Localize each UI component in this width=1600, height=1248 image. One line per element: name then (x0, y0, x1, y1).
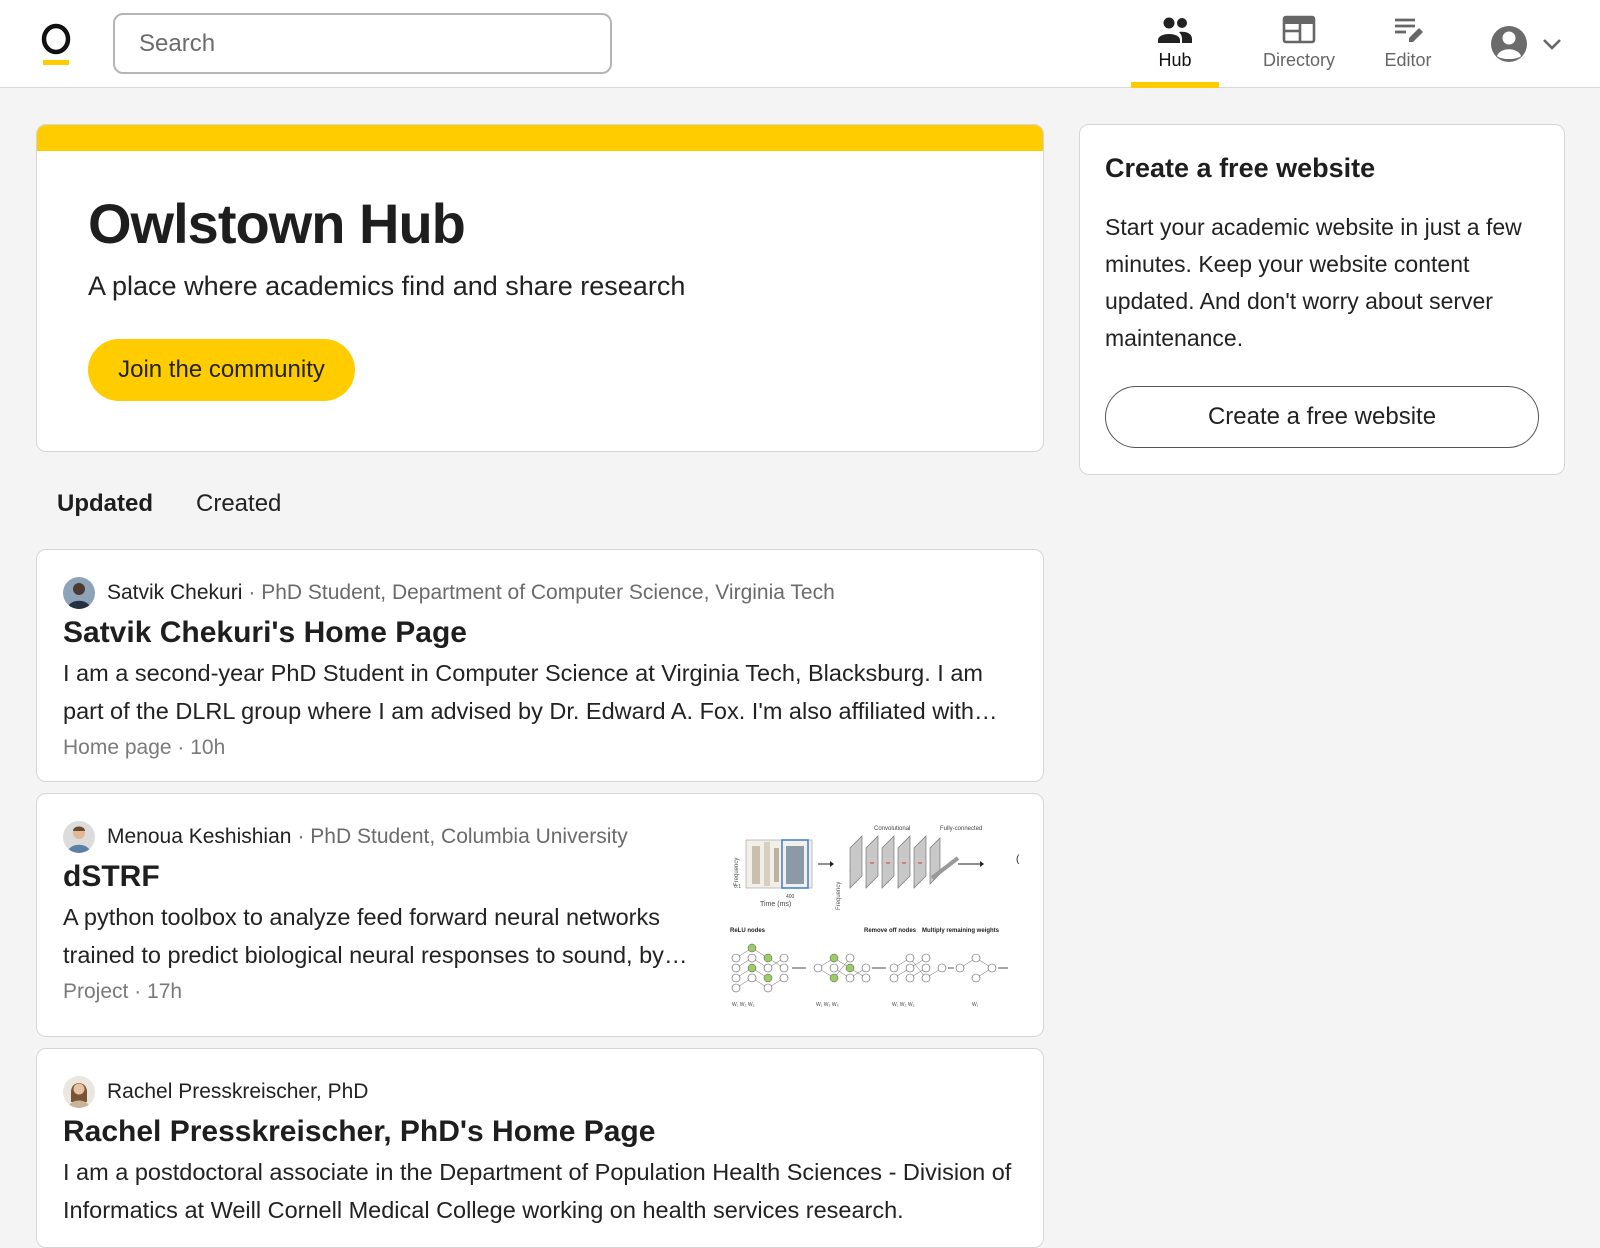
nav-hub[interactable] (1131, 0, 1219, 88)
create-website-card (1079, 124, 1565, 475)
item-title[interactable]: dSTRF (63, 860, 160, 893)
svg-text:W₁: W₁ (972, 1002, 979, 1008)
feed-item[interactable] (36, 549, 1044, 782)
account-menu[interactable] (1490, 22, 1564, 66)
nav-hub-label: Hub (1158, 50, 1192, 70)
thumb-label-relu: ReLU nodes (730, 928, 766, 934)
people-icon (1157, 14, 1193, 46)
chevron-down-icon (1542, 38, 1562, 50)
item-meta: Home page · 10h (63, 736, 226, 759)
tab-created[interactable]: Created (196, 490, 282, 517)
feed-item[interactable] (36, 1048, 1044, 1248)
thumb-label-frequency-2: Frequency (836, 881, 842, 910)
item-description: I am a second-year PhD Student in Computer Science at Virginia Tech, Blacksburg. I am part of the DLRL group where I am advised by Dr. Edward A. Fox. I'm also affiliated with (63, 660, 984, 724)
item-title[interactable]: Satvik Chekuri's Home Page (63, 616, 467, 649)
page-title: Owlstown Hub (88, 192, 465, 255)
item-meta: Project · 17h (63, 980, 183, 1003)
feed-item[interactable] (36, 793, 1044, 1037)
thumb-label-fully-connected: Fully-connected (940, 826, 983, 832)
page-subtitle: A place where academics find and share research (88, 271, 686, 301)
author-name[interactable]: Menoua Keshishian (107, 825, 292, 848)
svg-text:W₁ W₂ W₃: W₁ W₂ W₃ (892, 1002, 915, 1008)
thumb-label-0-1: 0.1 (734, 884, 741, 890)
thumb-label-convolutional: Convolutional (874, 826, 911, 832)
thumb-label-400: 400 (786, 894, 795, 900)
author-affiliation: · PhD Student, Department of Computer Science, Virginia Tech (248, 581, 835, 604)
hero-accent-bar (37, 125, 1043, 151)
author-name[interactable]: Rachel Presskreischer, PhD (107, 1080, 369, 1103)
nav-editor[interactable] (1365, 0, 1451, 88)
author-affiliation: · PhD Student, Columbia University (297, 825, 628, 848)
directory-icon (1281, 14, 1317, 46)
nav-directory-label: Directory (1262, 50, 1335, 70)
svg-text:W₁ W₂ W₃: W₁ W₂ W₃ (732, 1002, 755, 1008)
thumb-label-multiply: Multiply remaining weights (922, 928, 1000, 934)
avatar (63, 821, 95, 853)
thumb-label-remove: Remove off nodes (864, 928, 917, 934)
avatar (63, 577, 95, 609)
nav-editor-label: Editor (1384, 50, 1432, 70)
editor-icon (1390, 14, 1426, 46)
active-tab-indicator (1131, 82, 1219, 88)
author-row (63, 820, 628, 854)
item-title[interactable]: Rachel Presskreischer, PhD's Home Page (63, 1115, 656, 1148)
tab-updated[interactable]: Updated (57, 490, 153, 517)
promo-description: Start your academic website in just a few minutes. Keep your website content updated. And don't worry about server maintenance. (1105, 214, 1522, 351)
create-website-button[interactable]: Create a free website (1105, 386, 1539, 448)
owlstown-logo[interactable] (40, 22, 72, 66)
item-description: I am a postdoctoral associate in the Department of Population Health Sciences - Division of Informatics at Weill Cornell Medical College working on health services research. (63, 1159, 1012, 1223)
top-navigation-bar (0, 0, 1600, 88)
author-row (63, 576, 835, 610)
promo-title: Create a free website (1105, 153, 1376, 183)
join-community-button[interactable]: Join the community (88, 339, 355, 401)
nav-directory[interactable] (1243, 0, 1355, 88)
item-description: A python toolbox to analyze feed forward neural networks trained to predict biological neural responses to sound, by (63, 904, 664, 968)
svg-text:W₁ W₂ W₃: W₁ W₂ W₃ (816, 1002, 839, 1008)
project-thumbnail[interactable] (726, 818, 1022, 1018)
author-name[interactable]: Satvik Chekuri (107, 581, 243, 604)
thumb-label-frequency: Frequency (734, 857, 740, 886)
search-input[interactable] (113, 13, 612, 74)
thumb-label-time: Time (ms) (760, 901, 792, 908)
avatar (63, 1076, 95, 1108)
hero-card (36, 124, 1044, 452)
author-row (63, 1075, 374, 1109)
svg-text:(: ( (1016, 854, 1020, 865)
